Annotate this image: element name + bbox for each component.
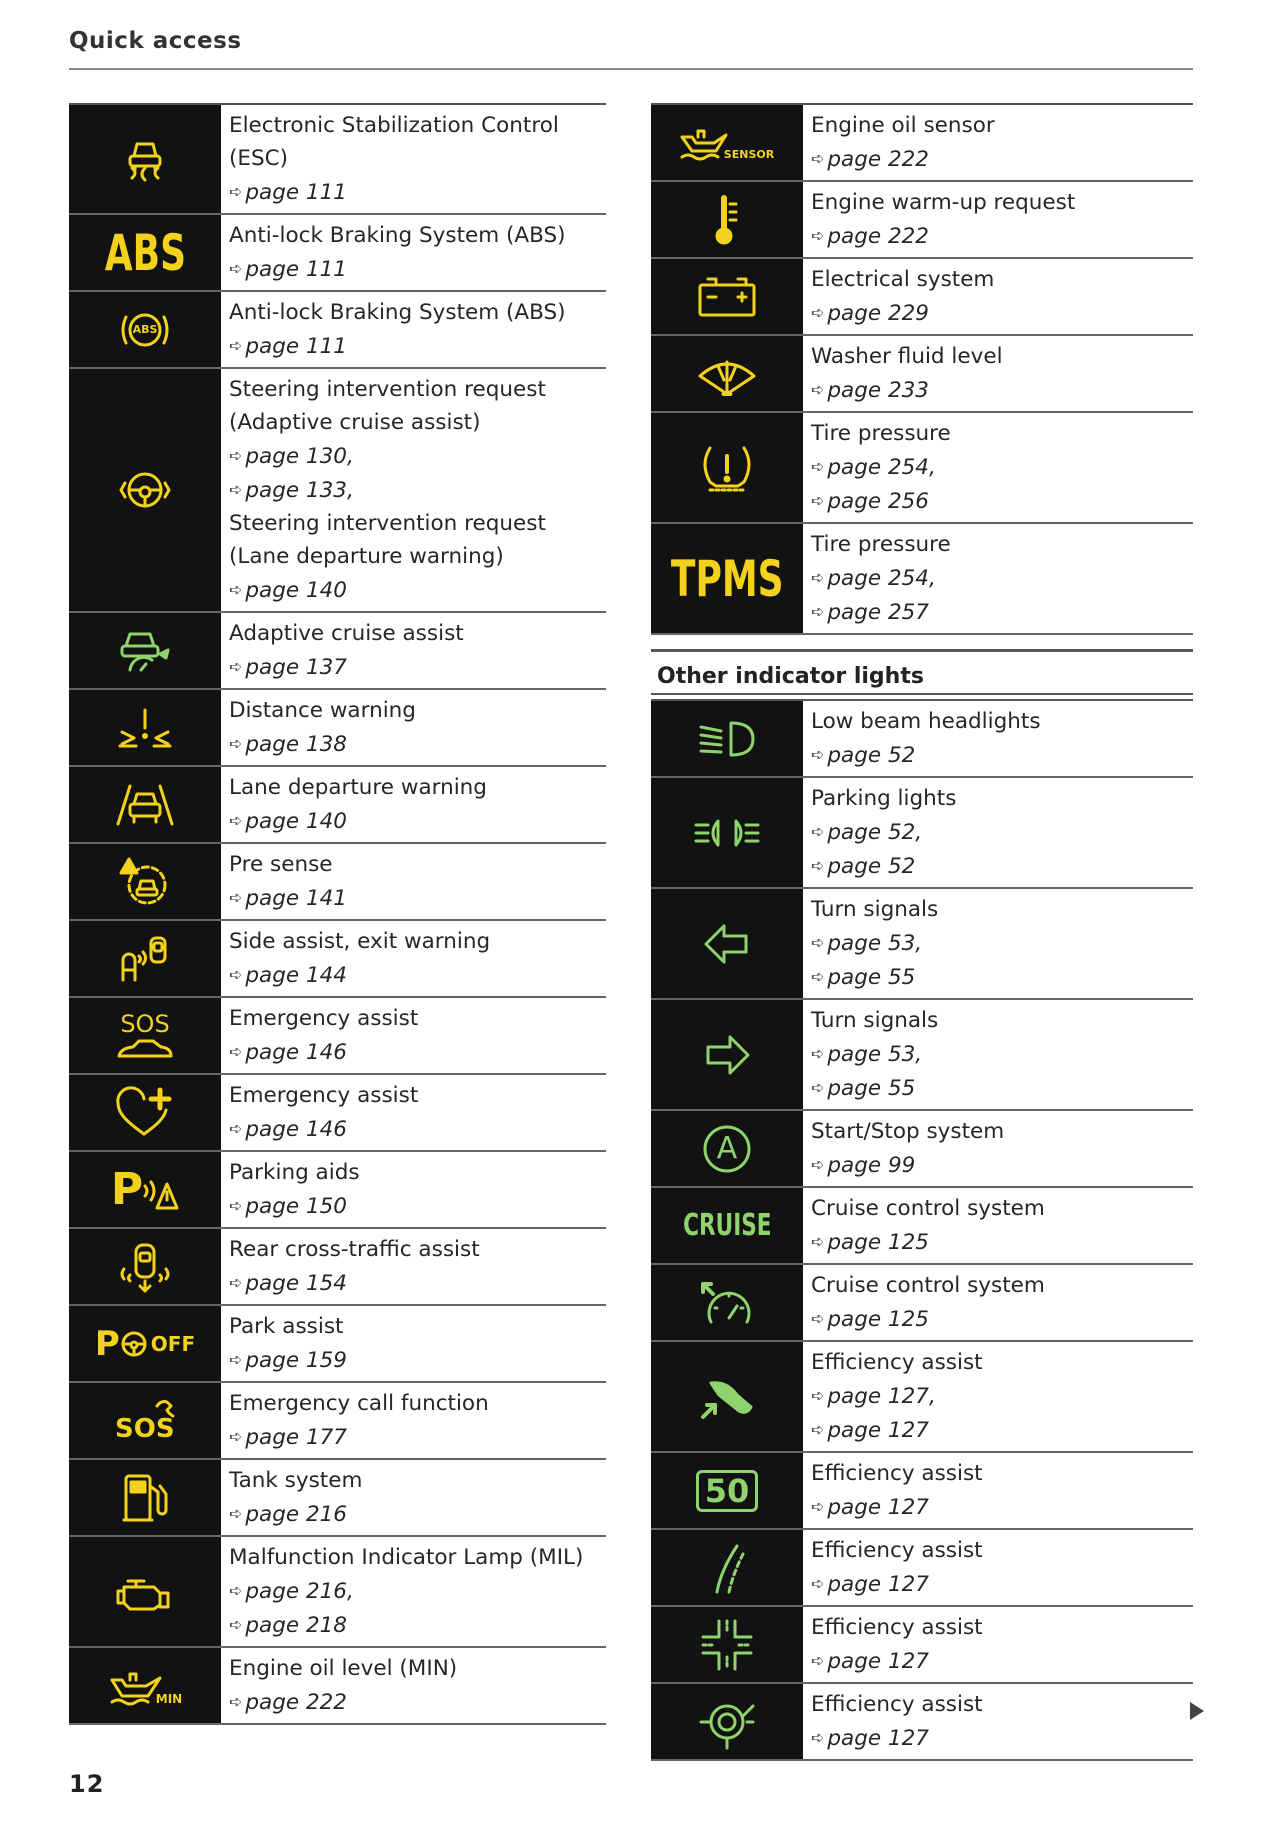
description-cell <box>803 1188 1193 1263</box>
indicator-row <box>69 921 606 998</box>
icon-cell <box>651 1342 803 1451</box>
page-reference-link[interactable]: ➪ page 52 <box>811 854 916 879</box>
heart-plus-icon <box>114 1086 176 1140</box>
rear-cross-traffic-icon <box>114 1239 176 1295</box>
arrow-icon: ➪ <box>229 1119 243 1138</box>
page-reference-link[interactable]: ➪ page 125 <box>811 1307 929 1332</box>
start-stop-icon: A <box>699 1121 755 1177</box>
icon-cell <box>69 292 221 367</box>
description-cell <box>221 1383 606 1458</box>
page-reference-link[interactable]: ➪ page 141 <box>229 886 347 911</box>
arrow-icon: ➪ <box>811 568 825 587</box>
arrow-icon: ➪ <box>811 1044 825 1063</box>
indicator-row <box>69 1229 606 1306</box>
arrow-icon: ➪ <box>811 1651 825 1670</box>
description-cell <box>221 1648 606 1723</box>
low-beam-icon <box>697 717 757 761</box>
arrow-icon: ➪ <box>811 745 825 764</box>
abs-text-icon: ABS <box>104 223 186 282</box>
arrow-icon: ➪ <box>811 1728 825 1747</box>
indicator-row <box>651 182 1193 259</box>
description-cell <box>221 998 606 1073</box>
icon-cell <box>651 1188 803 1263</box>
curve-road-icon <box>707 1540 747 1596</box>
page-reference-link[interactable]: ➪ page 144 <box>229 963 347 988</box>
icon-cell <box>69 998 221 1073</box>
section-title-other-indicators: Other indicator lights <box>657 664 924 689</box>
indicator-title: (ESC) <box>229 146 289 171</box>
icon-cell <box>69 1075 221 1150</box>
icon-cell <box>651 259 803 334</box>
arrow-icon: ➪ <box>811 149 825 168</box>
description-cell <box>803 105 1193 180</box>
indicator-row <box>69 613 606 690</box>
indicator-row <box>651 1684 1193 1761</box>
arrow-icon: ➪ <box>811 1386 825 1405</box>
indicator-row <box>651 889 1193 1000</box>
icon-cell <box>651 778 803 887</box>
page-reference-link[interactable]: ➪ page 140 <box>229 578 347 603</box>
arrow-icon: ➪ <box>229 1581 243 1600</box>
description-cell <box>803 1000 1193 1109</box>
arrow-icon: ➪ <box>811 380 825 399</box>
icon-cell <box>651 701 803 776</box>
indicator-row <box>69 1460 606 1537</box>
arrow-icon: ➪ <box>811 303 825 322</box>
indicator-row <box>651 259 1193 336</box>
page-reference-link[interactable]: ➪ page 138 <box>229 732 347 757</box>
icon-cell <box>651 1684 803 1759</box>
indicator-row <box>69 1537 606 1648</box>
arrow-icon: ➪ <box>811 1497 825 1516</box>
cruise-text-icon: CRUISE <box>682 1208 772 1243</box>
icon-cell <box>69 215 221 290</box>
icon-cell <box>651 182 803 257</box>
page-reference-link[interactable]: ➪ page 229 <box>811 301 929 326</box>
page-reference-link[interactable]: ➪ page 146 <box>229 1117 347 1142</box>
page-reference-link[interactable]: ➪ page 222 <box>229 1690 347 1715</box>
oil-can-min-icon: MIN <box>108 1666 182 1706</box>
arrow-icon: ➪ <box>811 1232 825 1251</box>
arrow-icon: ➪ <box>229 336 243 355</box>
indicator-title: Anti-lock Braking System (ABS) <box>229 300 566 325</box>
efficiency-foot-icon <box>697 1373 757 1421</box>
indicator-title: Lane departure warning <box>229 775 487 800</box>
indicator-title: Emergency assist <box>229 1083 419 1108</box>
icon-cell <box>69 1383 221 1458</box>
arrow-icon: ➪ <box>229 259 243 278</box>
page-reference-link[interactable]: ➪ page 127 <box>811 1726 929 1751</box>
page-reference-link[interactable]: ➪ page 111 <box>229 257 347 282</box>
icon-cell <box>69 1537 221 1646</box>
indicator-title: Cruise control system <box>811 1273 1045 1298</box>
arrow-icon: ➪ <box>229 1273 243 1292</box>
page-reference-link[interactable]: ➪ page 254, <box>811 566 936 591</box>
arrow-icon: ➪ <box>229 446 243 465</box>
indicator-title: Efficiency assist <box>811 1615 983 1640</box>
fuel-pump-icon <box>120 1470 170 1526</box>
indicator-title: Rear cross-traffic assist <box>229 1237 480 1262</box>
indicator-title: Cruise control system <box>811 1196 1045 1221</box>
page-reference-link[interactable]: ➪ page 216, <box>229 1579 354 1604</box>
indicator-row <box>69 767 606 844</box>
indicator-row <box>69 292 606 369</box>
description-cell <box>803 701 1193 776</box>
description-cell <box>803 259 1193 334</box>
description-cell <box>803 889 1193 998</box>
page-reference-link[interactable]: ➪ page 233 <box>811 378 929 403</box>
page-reference-link[interactable]: ➪ page 257 <box>811 600 929 625</box>
description-cell <box>221 767 606 842</box>
indicator-title: Engine oil sensor <box>811 113 995 138</box>
adaptive-cruise-icon <box>116 626 174 676</box>
indicator-row <box>69 1306 606 1383</box>
indicator-title: Adaptive cruise assist <box>229 621 464 646</box>
indicator-row <box>651 1000 1193 1111</box>
description-cell <box>221 613 606 688</box>
description-cell <box>221 1152 606 1227</box>
indicator-row <box>651 413 1193 524</box>
indicator-row <box>69 369 606 613</box>
description-cell <box>803 524 1193 633</box>
indicator-row <box>651 336 1193 413</box>
description-cell <box>803 1265 1193 1340</box>
cruise-gauge-icon <box>697 1278 757 1328</box>
indicator-title: Tire pressure <box>811 532 951 557</box>
description-cell <box>803 778 1193 887</box>
parking-lights-icon <box>694 813 760 853</box>
icon-cell <box>651 1000 803 1109</box>
icon-cell <box>651 1453 803 1528</box>
page-reference-link[interactable]: ➪ page 154 <box>229 1271 347 1296</box>
description-cell <box>221 369 606 611</box>
description-cell <box>803 1342 1193 1451</box>
intersection-icon <box>699 1617 755 1673</box>
description-cell <box>221 105 606 213</box>
indicator-title: Distance warning <box>229 698 416 723</box>
description-cell <box>221 1460 606 1535</box>
description-cell <box>803 1530 1193 1605</box>
arrow-icon: ➪ <box>229 734 243 753</box>
arrow-icon: ➪ <box>811 602 825 621</box>
page-header-title: Quick access <box>69 28 242 54</box>
arrow-icon: ➪ <box>811 822 825 841</box>
description-cell <box>803 1684 1193 1759</box>
indicator-title: Low beam headlights <box>811 709 1041 734</box>
indicator-title: Parking lights <box>811 786 957 811</box>
indicator-row <box>69 998 606 1075</box>
icon-cell <box>69 1648 221 1723</box>
page-reference-link[interactable]: ➪ page 133, <box>229 478 354 503</box>
description-cell <box>221 690 606 765</box>
arrow-icon: ➪ <box>229 1692 243 1711</box>
battery-icon <box>696 275 758 319</box>
arrow-icon: ➪ <box>811 967 825 986</box>
indicator-row <box>651 1111 1193 1188</box>
arrow-icon: ➪ <box>229 580 243 599</box>
indicator-title: (Lane departure warning) <box>229 544 504 569</box>
indicator-title: Emergency assist <box>229 1006 419 1031</box>
indicator-title: Park assist <box>229 1314 344 1339</box>
page-reference-link[interactable]: ➪ page 127 <box>811 1572 929 1597</box>
indicator-row <box>69 215 606 292</box>
page-reference-link[interactable]: ➪ page 111 <box>229 180 347 205</box>
arrow-icon: ➪ <box>811 457 825 476</box>
page-reference-link[interactable]: ➪ page 150 <box>229 1194 347 1219</box>
icon-cell <box>69 105 221 213</box>
tpms-text-icon: TPMS <box>670 549 784 608</box>
indicator-title: Efficiency assist <box>811 1538 983 1563</box>
washer-fluid-icon <box>694 352 760 396</box>
description-cell <box>221 1229 606 1304</box>
next-page-arrow-icon[interactable] <box>1190 1702 1204 1720</box>
steering-intervention-icon <box>117 465 173 515</box>
arrow-icon: ➪ <box>811 1574 825 1593</box>
indicator-title: Electrical system <box>811 267 995 292</box>
icon-cell <box>651 1111 803 1186</box>
description-cell <box>803 413 1193 522</box>
icon-cell <box>651 1607 803 1682</box>
page-reference-link[interactable]: ➪ page 55 <box>811 965 916 990</box>
indicator-title: Engine oil level (MIN) <box>229 1656 458 1681</box>
indicator-row <box>651 1342 1193 1453</box>
arrow-icon: ➪ <box>229 480 243 499</box>
arrow-icon: ➪ <box>811 1155 825 1174</box>
oil-sensor-icon: SENSOR <box>680 125 774 161</box>
sos-car-icon: SOS <box>115 1010 175 1062</box>
description-cell <box>803 1607 1193 1682</box>
indicator-title: Efficiency assist <box>811 1461 983 1486</box>
tire-pressure-icon <box>696 442 758 494</box>
park-assist-off-icon: P OFF <box>94 1323 196 1364</box>
page-reference-link[interactable]: ➪ page 125 <box>811 1230 929 1255</box>
indicator-row <box>651 778 1193 889</box>
right-column <box>651 103 1193 1761</box>
indicator-row <box>69 1075 606 1152</box>
icon-cell <box>651 1265 803 1340</box>
icon-cell <box>69 1152 221 1227</box>
page-reference-link[interactable]: ➪ page 216 <box>229 1502 347 1527</box>
page-reference-link[interactable]: ➪ page 111 <box>229 334 347 359</box>
description-cell <box>221 215 606 290</box>
icon-cell <box>651 1530 803 1605</box>
icon-cell <box>651 889 803 998</box>
page-reference-link[interactable]: ➪ page 55 <box>811 1076 916 1101</box>
page-reference-link[interactable]: ➪ page 140 <box>229 809 347 834</box>
indicator-title: Washer fluid level <box>811 344 1003 369</box>
description-cell <box>221 1306 606 1381</box>
arrow-icon: ➪ <box>229 182 243 201</box>
icon-cell <box>651 105 803 180</box>
icon-cell <box>69 1306 221 1381</box>
arrow-icon: ➪ <box>229 1504 243 1523</box>
indicator-title: (Adaptive cruise assist) <box>229 410 481 435</box>
description-cell <box>221 921 606 996</box>
page-reference-link[interactable]: ➪ page 53, <box>811 931 923 956</box>
indicator-title: Start/Stop system <box>811 1119 1005 1144</box>
page-reference-link[interactable]: ➪ page 127, <box>811 1384 936 1409</box>
icon-cell <box>69 1460 221 1535</box>
page-reference-link[interactable]: ➪ page 159 <box>229 1348 347 1373</box>
other-indicator-table <box>651 699 1193 1761</box>
indicator-row <box>651 1265 1193 1342</box>
indicator-title: Efficiency assist <box>811 1350 983 1375</box>
page-reference-link[interactable]: ➪ page 222 <box>811 224 929 249</box>
indicator-title: Tire pressure <box>811 421 951 446</box>
arrow-icon: ➪ <box>811 1420 825 1439</box>
indicator-title: Pre sense <box>229 852 333 877</box>
page-reference-link[interactable]: ➪ page 254, <box>811 455 936 480</box>
sos-call-icon: SOS <box>115 1398 175 1444</box>
roundabout-icon <box>699 1694 755 1750</box>
indicator-row <box>651 1530 1193 1607</box>
page-reference-link[interactable]: ➪ page 222 <box>811 147 929 172</box>
indicator-title: Emergency call function <box>229 1391 489 1416</box>
lane-departure-icon <box>112 780 178 830</box>
indicator-row <box>69 1648 606 1725</box>
arrow-icon: ➪ <box>229 1196 243 1215</box>
arrow-icon: ➪ <box>811 856 825 875</box>
indicator-row <box>69 844 606 921</box>
indicator-row <box>651 1607 1193 1684</box>
indicator-title: Turn signals <box>811 1008 939 1033</box>
abs-circle-icon: ABS <box>118 305 172 355</box>
arrow-icon: ➪ <box>811 933 825 952</box>
arrow-icon: ➪ <box>811 491 825 510</box>
icon-cell <box>69 690 221 765</box>
icon-cell <box>69 844 221 919</box>
arrow-icon: ➪ <box>811 226 825 245</box>
indicator-row <box>651 1188 1193 1265</box>
indicator-title: Side assist, exit warning <box>229 929 491 954</box>
arrow-icon: ➪ <box>229 657 243 676</box>
icon-cell <box>69 767 221 842</box>
parking-aid-icon: P <box>111 1168 179 1212</box>
description-cell <box>221 292 606 367</box>
side-assist-icon <box>115 934 175 984</box>
indicator-title: Parking aids <box>229 1160 360 1185</box>
page-reference-link[interactable]: ➪ page 52, <box>811 820 923 845</box>
indicator-title: Electronic Stabilization Control <box>229 113 559 138</box>
indicator-title: Steering intervention request <box>229 377 546 402</box>
header-divider <box>69 68 1193 70</box>
description-cell <box>221 1537 606 1646</box>
icon-cell <box>69 613 221 688</box>
indicator-row <box>69 690 606 767</box>
page-reference-link[interactable]: ➪ page 137 <box>229 655 347 680</box>
icon-cell <box>69 1229 221 1304</box>
page-reference-link[interactable]: ➪ page 127 <box>811 1649 929 1674</box>
indicator-row <box>69 105 606 215</box>
indicator-title: Turn signals <box>811 897 939 922</box>
indicator-row <box>651 701 1193 778</box>
page-reference-link[interactable]: ➪ page 99 <box>811 1153 916 1178</box>
turn-left-icon <box>702 921 752 967</box>
page-reference-link[interactable]: ➪ page 146 <box>229 1040 347 1065</box>
page-number: 12 <box>69 1770 105 1798</box>
indicator-title: Steering intervention request <box>229 511 546 536</box>
thermometer-icon <box>712 192 742 248</box>
indicator-row <box>69 1383 606 1460</box>
page-reference-link[interactable]: ➪ page 127 <box>811 1495 929 1520</box>
icon-cell <box>651 336 803 411</box>
indicator-title: Malfunction Indicator Lamp (MIL) <box>229 1545 584 1570</box>
engine-icon <box>114 1569 176 1615</box>
icon-cell <box>651 524 803 633</box>
indicator-row <box>651 1453 1193 1530</box>
arrow-icon: ➪ <box>229 1042 243 1061</box>
description-cell <box>803 182 1193 257</box>
icon-cell <box>69 369 221 611</box>
indicator-row <box>651 524 1193 635</box>
description-cell <box>803 336 1193 411</box>
page-reference-link[interactable]: ➪ page 53, <box>811 1042 923 1067</box>
arrow-icon: ➪ <box>229 888 243 907</box>
indicator-title: Efficiency assist <box>811 1692 983 1717</box>
arrow-icon: ➪ <box>811 1309 825 1328</box>
indicator-row <box>69 1152 606 1229</box>
arrow-icon: ➪ <box>229 965 243 984</box>
page-reference-link[interactable]: ➪ page 52 <box>811 743 916 768</box>
esc-icon <box>120 134 170 184</box>
indicator-title: Engine warm-up request <box>811 190 1076 215</box>
arrow-icon: ➪ <box>229 1350 243 1369</box>
description-cell <box>803 1111 1193 1186</box>
right-indicator-table <box>651 103 1193 635</box>
arrow-icon: ➪ <box>811 1078 825 1097</box>
turn-right-icon <box>702 1032 752 1078</box>
speed-limit-icon: 50 <box>696 1470 758 1512</box>
description-cell <box>221 1075 606 1150</box>
icon-cell <box>651 413 803 522</box>
icon-cell <box>69 921 221 996</box>
page-reference-link[interactable]: ➪ page 177 <box>229 1425 347 1450</box>
indicator-title: Anti-lock Braking System (ABS) <box>229 223 566 248</box>
page-reference-link[interactable]: ➪ page 130, <box>229 444 354 469</box>
arrow-icon: ➪ <box>229 811 243 830</box>
description-cell <box>221 844 606 919</box>
page-reference-link[interactable]: ➪ page 127 <box>811 1418 929 1443</box>
description-cell <box>803 1453 1193 1528</box>
pre-sense-icon <box>119 855 171 909</box>
section-divider <box>651 693 1193 695</box>
indicator-title: Tank system <box>229 1468 363 1493</box>
left-indicator-table <box>69 103 606 1725</box>
arrow-icon: ➪ <box>229 1427 243 1446</box>
page-reference-link[interactable]: ➪ page 256 <box>811 489 929 514</box>
distance-warning-icon <box>116 706 174 750</box>
left-column <box>69 103 606 1725</box>
page-reference-link[interactable]: ➪ page 218 <box>229 1613 347 1638</box>
arrow-icon: ➪ <box>229 1615 243 1634</box>
indicator-row <box>651 105 1193 182</box>
